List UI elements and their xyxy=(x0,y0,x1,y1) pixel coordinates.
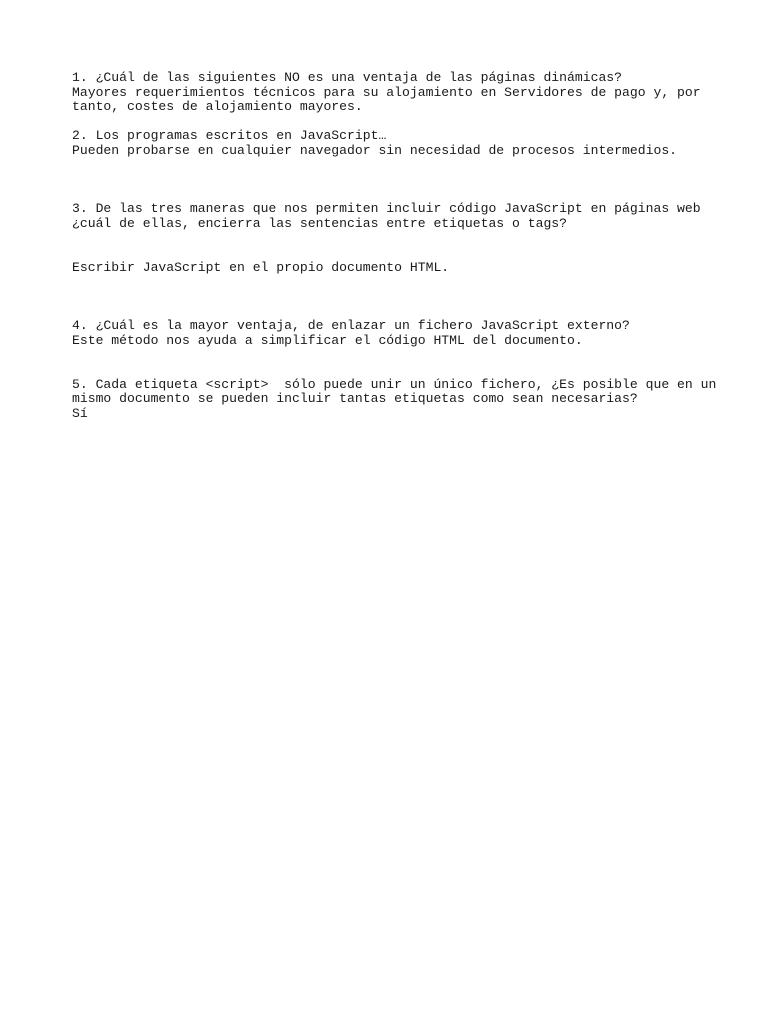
answer-2: Pueden probarse en cualquier navegador sin necesidad de procesos intermedios. xyxy=(72,142,678,158)
question-5-line-2: mismo documento se pueden incluir tantas etiquetas como sean necesarias? xyxy=(72,391,638,407)
answer-4: Este método nos ayuda a simplificar el código HTML del documento. xyxy=(72,332,583,348)
spacer xyxy=(72,232,712,261)
question-2: 2. Los programas escritos en JavaScript… xyxy=(72,128,387,144)
question-3-line-2: ¿cuál de ellas, encierra las sentencias entre etiquetas o tags? xyxy=(72,215,568,231)
spacer xyxy=(72,159,712,203)
question-4: 4. ¿Cuál es la mayor ventaja, de enlazar un fichero JavaScript externo? xyxy=(72,318,630,334)
answer-3: Escribir JavaScript en el propio documento HTML. xyxy=(72,259,450,275)
spacer xyxy=(72,115,712,130)
question-1: 1. ¿Cuál de las siguientes NO es una ventaja de las páginas dinámicas? xyxy=(72,70,623,85)
answer-5: Sí xyxy=(72,405,88,421)
spacer xyxy=(72,275,712,319)
question-3-line-1: 3. De las tres maneras que nos permiten incluir código JavaScript en páginas web xyxy=(72,201,701,217)
answer-1-line-2: tanto, costes de alojamiento mayores. xyxy=(72,99,363,115)
document-body xyxy=(72,70,717,421)
answer-1-line-1: Mayores requerimientos técnicos para su alojamiento en Servidores de pago y, por xyxy=(72,84,701,100)
question-5-line-1: 5. Cada etiqueta <script> sólo puede unir un único fichero, ¿Es posible que en un xyxy=(72,376,717,392)
spacer xyxy=(72,348,712,377)
